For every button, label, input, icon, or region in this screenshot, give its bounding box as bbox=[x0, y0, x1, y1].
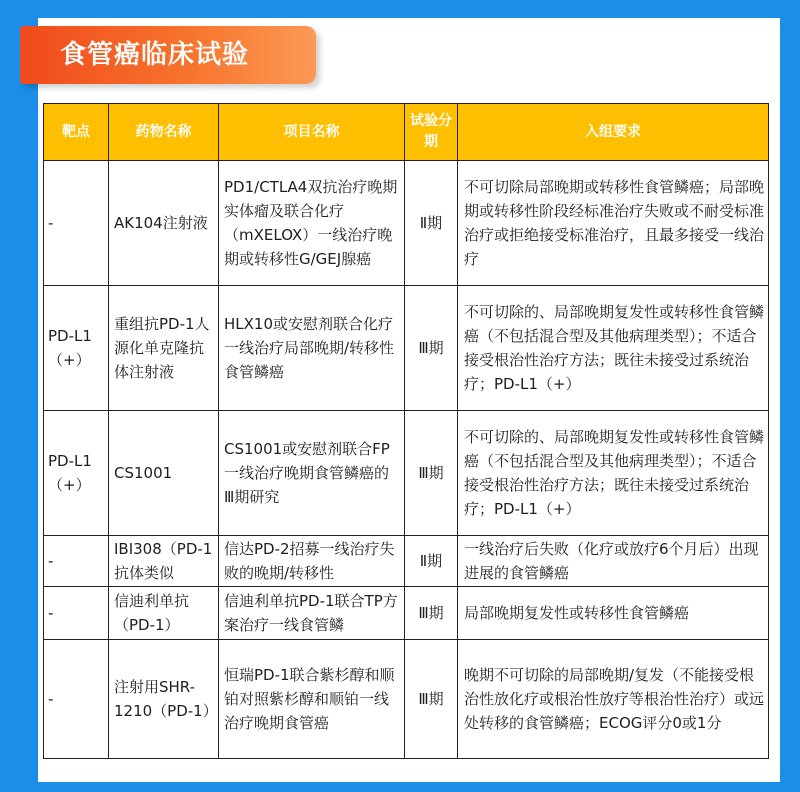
cell-project: 信迪利单抗PD-1联合TP方案治疗一线食管鳞 bbox=[219, 587, 405, 640]
cell-phase: Ⅲ期 bbox=[405, 286, 458, 411]
cell-target: - bbox=[44, 640, 109, 759]
cell-project: 信达PD-2招募一线治疗失败的晚期/转移性 bbox=[219, 536, 405, 587]
table-row bbox=[44, 536, 769, 587]
cell-target: - bbox=[44, 161, 109, 286]
cell-target: - bbox=[44, 587, 109, 640]
cell-phase: Ⅱ期 bbox=[405, 161, 458, 286]
cell-project: PD1/CTLA4双抗治疗晚期实体瘤及联合化疗（mXELOX）一线治疗晚期或转移性G/GEJ腺癌 bbox=[219, 161, 405, 286]
cell-phase: Ⅲ期 bbox=[405, 640, 458, 759]
cell-requirement: 不可切除的、局部晚期复发性或转移性食管鳞癌（不包括混合型及其他病理类型）；不适合接受根治性治疗方法；既往未接受过系统治疗；PD-L1（+） bbox=[458, 411, 769, 536]
cell-project: 恒瑞PD-1联合紫杉醇和顺铂对照紫杉醇和顺铂一线治疗晚期食管癌 bbox=[219, 640, 405, 759]
cell-requirement: 一线治疗后失败（化疗或放疗6个月后）出现进展的食管鳞癌 bbox=[458, 536, 769, 587]
cell-drug: CS1001 bbox=[109, 411, 219, 536]
table-row bbox=[44, 411, 769, 536]
cell-phase: Ⅱ期 bbox=[405, 536, 458, 587]
cell-target: - bbox=[44, 536, 109, 587]
cell-target: PD-L1（+） bbox=[44, 286, 109, 411]
cell-phase: Ⅲ期 bbox=[405, 587, 458, 640]
trials-table-container bbox=[43, 103, 768, 759]
cell-target: PD-L1（+） bbox=[44, 411, 109, 536]
cell-drug: IBI308（PD-1抗体类似 bbox=[109, 536, 219, 587]
table-row bbox=[44, 161, 769, 286]
title-banner bbox=[20, 26, 316, 84]
cell-requirement: 晚期不可切除的局部晚期/复发（不能接受根治性放化疗或根治性放疗等根治性治疗）或远处转移的食管鳞癌；ECOG评分0或1分 bbox=[458, 640, 769, 759]
header-phase: 试验分期 bbox=[405, 104, 458, 161]
cell-requirement: 局部晚期复发性或转移性食管鳞癌 bbox=[458, 587, 769, 640]
header-requirement: 入组要求 bbox=[458, 104, 769, 161]
cell-phase: Ⅲ期 bbox=[405, 411, 458, 536]
header-target: 靶点 bbox=[44, 104, 109, 161]
cell-drug: AK104注射液 bbox=[109, 161, 219, 286]
cell-requirement: 不可切除的、局部晚期复发性或转移性食管鳞癌（不包括混合型及其他病理类型）；不适合接受根治性治疗方法；既往未接受过系统治疗；PD-L1（+） bbox=[458, 286, 769, 411]
table-header-row bbox=[44, 104, 769, 161]
cell-requirement: 不可切除局部晚期或转移性食管鳞癌；局部晚期或转移性阶段经标准治疗失败或不耐受标准治疗或拒绝接受标准治疗，且最多接受一线治疗 bbox=[458, 161, 769, 286]
header-project: 项目名称 bbox=[219, 104, 405, 161]
header-drug: 药物名称 bbox=[109, 104, 219, 161]
table-row bbox=[44, 640, 769, 759]
table-row bbox=[44, 587, 769, 640]
trials-table bbox=[43, 103, 769, 759]
cell-drug: 注射用SHR-1210（PD-1） bbox=[109, 640, 219, 759]
table-row bbox=[44, 286, 769, 411]
cell-drug: 重组抗PD-1人源化单克隆抗体注射液 bbox=[109, 286, 219, 411]
cell-project: CS1001或安慰剂联合FP一线治疗晚期食管鳞癌的Ⅲ期研究 bbox=[219, 411, 405, 536]
cell-drug: 信迪利单抗（PD-1） bbox=[109, 587, 219, 640]
page-title: 食管癌临床试验 bbox=[60, 40, 250, 70]
cell-project: HLX10或安慰剂联合化疗一线治疗局部晚期/转移性食管鳞癌 bbox=[219, 286, 405, 411]
